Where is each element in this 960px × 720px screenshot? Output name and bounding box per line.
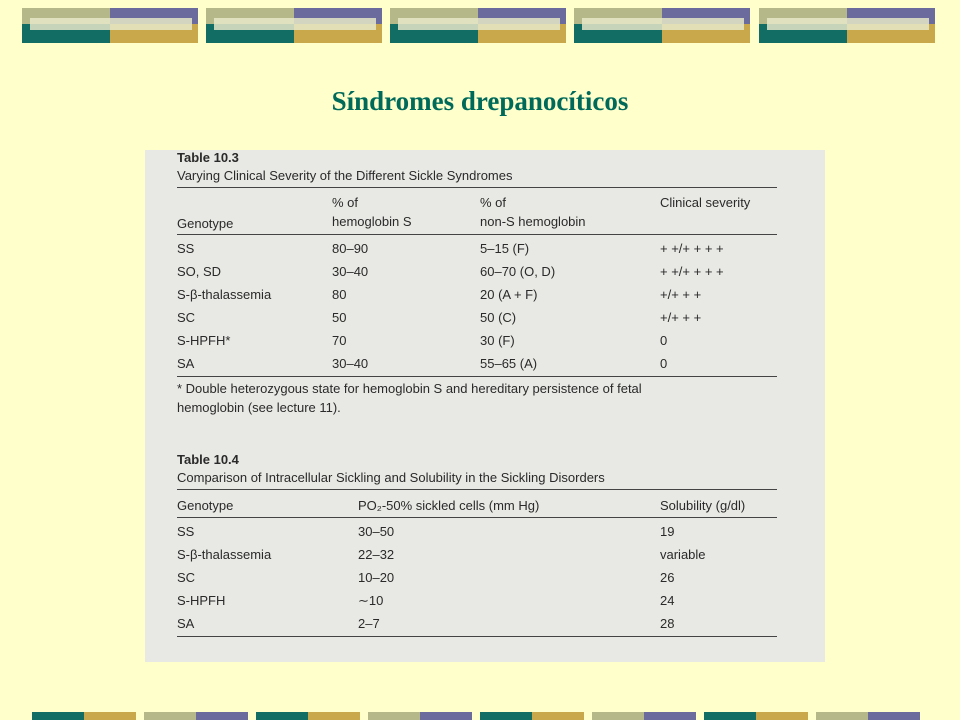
table-cell: ∼10 — [358, 593, 384, 608]
table-cell: 2–7 — [358, 616, 380, 631]
table2-caption: Table 10.4 — [177, 452, 239, 467]
table-cell: 30–40 — [332, 264, 369, 279]
decoration-block — [574, 8, 750, 43]
table-cell: S-HPFH* — [177, 333, 231, 348]
table2-header-genotype: Genotype — [177, 498, 234, 513]
decoration-segment — [308, 712, 360, 720]
table2-top-rule — [177, 489, 777, 490]
table1-bottom-rule — [177, 376, 777, 377]
decoration-segment — [868, 712, 920, 720]
decoration-segment — [816, 712, 868, 720]
table1-header-hbs-line1: % of — [332, 195, 359, 210]
decoration-segment — [756, 712, 808, 720]
table-cell: 30 (F) — [480, 333, 515, 348]
decoration-block — [22, 8, 198, 43]
bottom-decoration-band — [32, 712, 932, 720]
table1-footnote-line2: hemoglobin (see lecture 11). — [177, 400, 341, 415]
table-cell: 24 — [660, 593, 675, 608]
table-cell: 50 — [332, 310, 347, 325]
table-cell: + +/+ + + + — [660, 241, 724, 256]
table-cell: 70 — [332, 333, 347, 348]
table-cell: 28 — [660, 616, 675, 631]
table-cell: SA — [177, 356, 195, 371]
table-cell: 30–50 — [358, 524, 395, 539]
table2-header-solubility: Solubility (g/dl) — [660, 498, 746, 513]
table1-top-rule — [177, 187, 777, 188]
decoration-segment — [420, 712, 472, 720]
decoration-segment — [704, 712, 756, 720]
slide-title: Síndromes drepanocíticos — [331, 86, 629, 116]
table-cell: 5–15 (F) — [480, 241, 530, 256]
decoration-block — [759, 8, 935, 43]
table-cell: variable — [660, 547, 706, 562]
table-cell: S-β-thalassemia — [177, 547, 272, 562]
table-cell: SS — [177, 241, 195, 256]
decoration-segment — [644, 712, 696, 720]
table-cell: + +/+ + + + — [660, 264, 724, 279]
decoration-segment — [532, 712, 584, 720]
table1-subtitle: Varying Clinical Severity of the Different Sickle Syndromes — [177, 168, 513, 183]
table-cell: SC — [177, 570, 196, 585]
decoration-segment — [592, 712, 644, 720]
decoration-segment — [144, 712, 196, 720]
table2-header-po2: PO₂-50% sickled cells (mm Hg) — [358, 498, 540, 513]
table-cell: 22–32 — [358, 547, 395, 562]
table-cell: +/+ + + — [660, 310, 702, 325]
table-cell: S-β-thalassemia — [177, 287, 272, 302]
decoration-segment — [32, 712, 84, 720]
decoration-block — [206, 8, 382, 43]
table-cell: +/+ + + — [660, 287, 702, 302]
table-cell: SS — [177, 524, 195, 539]
table-cell: 19 — [660, 524, 675, 539]
table1-footnote-line1: * Double heterozygous state for hemoglobin S and hereditary persistence of fetal — [177, 381, 642, 396]
table-cell: S-HPFH — [177, 593, 226, 608]
table-cell: 26 — [660, 570, 675, 585]
table-cell: 55–65 (A) — [480, 356, 538, 371]
table2-header-rule — [177, 517, 777, 518]
table1-header-hbs-line2: hemoglobin S — [332, 214, 412, 229]
decoration-segment — [368, 712, 420, 720]
table-cell: 10–20 — [358, 570, 395, 585]
table-cell: SO, SD — [177, 264, 222, 279]
table-cell: 50 (C) — [480, 310, 517, 325]
table2-bottom-rule — [177, 636, 777, 637]
top-decoration-band — [22, 8, 937, 43]
table1-caption: Table 10.3 — [177, 150, 239, 165]
table-cell: 30–40 — [332, 356, 369, 371]
table-cell: SC — [177, 310, 196, 325]
table-cell: 80 — [332, 287, 347, 302]
table1-header-nons-line1: % of — [480, 195, 507, 210]
table1-header-severity: Clinical severity — [660, 195, 751, 210]
table2-subtitle: Comparison of Intracellular Sickling and Solubility in the Sickling Disorders — [177, 470, 605, 485]
table1-header-genotype: Genotype — [177, 216, 234, 231]
decoration-segment — [480, 712, 532, 720]
table1-header-rule — [177, 234, 777, 235]
decoration-segment — [84, 712, 136, 720]
table-cell: 0 — [660, 333, 668, 348]
decoration-segment — [256, 712, 308, 720]
table1-header-nons-line2: non-S hemoglobin — [480, 214, 586, 229]
table-cell: 60–70 (O, D) — [480, 264, 556, 279]
table-cell: 0 — [660, 356, 668, 371]
decoration-block — [390, 8, 566, 43]
table-cell: 80–90 — [332, 241, 369, 256]
decoration-segment — [196, 712, 248, 720]
table-cell: SA — [177, 616, 195, 631]
scanned-table-image — [145, 150, 825, 662]
table-cell: 20 (A + F) — [480, 287, 538, 302]
